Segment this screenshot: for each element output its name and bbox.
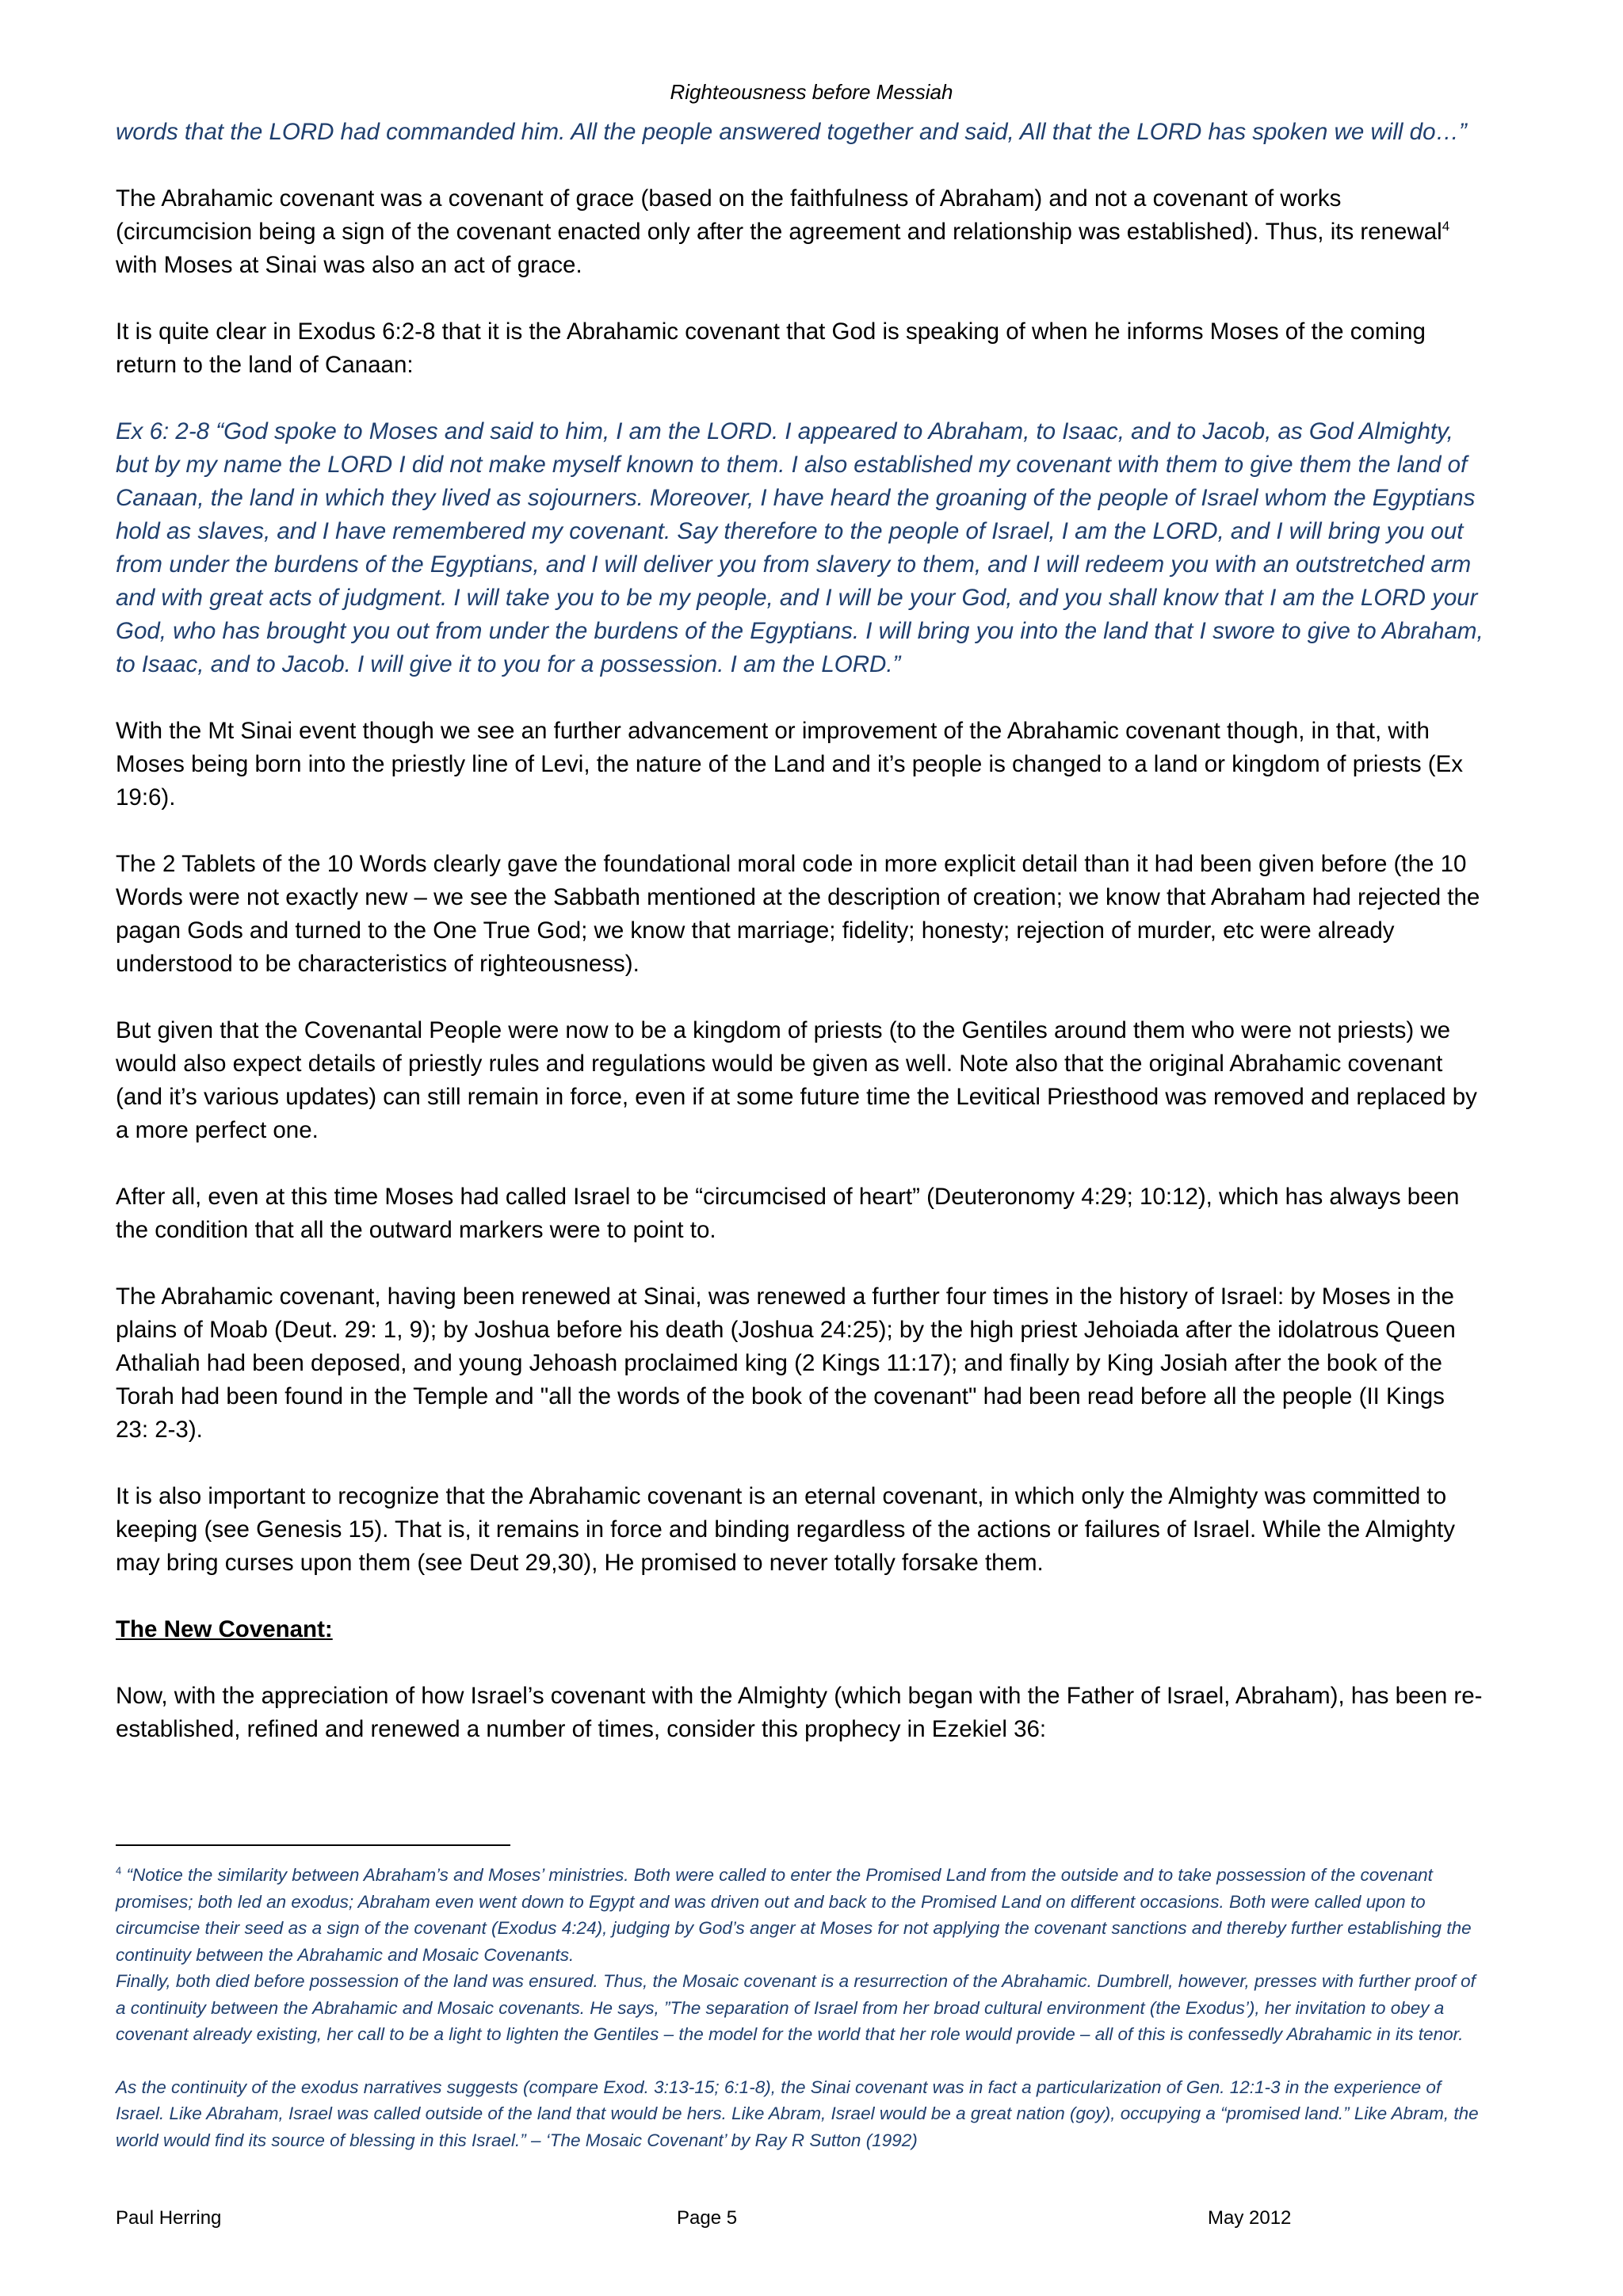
paragraph-exodus-intro: It is quite clear in Exodus 6:2-8 that it is the Abrahamic covenant that God is speaking of when he informs Moses of the coming return to the land of Canaan: xyxy=(116,318,1426,378)
quote-continuation: words that the LORD had commanded him. All the people answered together and said, All that the LORD has spoken we will do…” xyxy=(116,119,1467,145)
paragraph-ten-words: The 2 Tablets of the 10 Words clearly gave the foundational moral code in more explicit detail than it had been given before (the 10 Words were not exactly new – we see the Sabbath mentioned at the description of creation; we know that Abraham had rejected the pagan Gods and turned to the One True God; we know that marriage; fidelity; honesty; rejection of murder, etc were already understood to be characteristics of righteousness). xyxy=(116,851,1480,977)
paragraph-mt-sinai: With the Mt Sinai event though we see an further advancement or improvement of the Abrahamic covenant though, in that, with Moses being born into the priestly line of Levi, the nature of the Land and it’s people is changed to a land or kingdom of priests (Ex 19:6). xyxy=(116,718,1464,810)
footnote-4 xyxy=(116,1862,1484,1968)
paragraph-ezekiel-intro: Now, with the appreciation of how Israel’s covenant with the Almighty (which began with the Father of Israel, Abraham), has been re-established, refined and renewed a number of times, consider this prophecy in Ezekiel 36: xyxy=(116,1683,1483,1742)
paragraph-text: The Abrahamic covenant was a covenant of grace (based on the faithfulness of Abraham) and not a covenant of works (circumcision being a sign of the covenant enacted only after the agreement and relationship was established). Thus, its renewal xyxy=(116,185,1442,245)
page-header: Righteousness before Messiah xyxy=(670,80,953,104)
footnotes xyxy=(116,1862,1484,2153)
paragraph-kingdom-of-priests: But given that the Covenantal People were now to be a kingdom of priests (to the Gentiles around them who were not priests) we would also expect details of priestly rules and regulations would be given as well. Note also that the original Abrahamic covenant (and it’s various updates) can still remain in force, even if at some future time the Levitical Priesthood was removed and replaced by a more perfect one. xyxy=(116,1017,1477,1143)
footnote-separator xyxy=(116,1844,510,1846)
footnote-continuation: As the continuity of the exodus narratives suggests (compare Exod. 3:13-15; 6:1-8), the Sinai covenant was in fact a particularization of Gen. 12:1-3 in the experience of Israel. Like Abraham, Israel was called outside of the land that would be hers. Like Abram, Israel would be a great nation (goy), occupying a “promised land.” Like Abram, the world would find its source of blessing in this Israel.” – ‘The Mosaic Covenant’ by Ray R Sutton (1992) xyxy=(116,2077,1479,2150)
footer-date: May 2012 xyxy=(1208,2207,1292,2229)
footnote-text: “Notice the similarity between Abraham’s and Moses’ ministries. Both were called to enter the Promised Land from the outside and to take possession of the covenant promises; both led an exodus; Abraham even went down to Egypt and was driven out and back to the Promised Land on different occasions. Both were called upon to circumcise their seed as a sign of the covenant (Exodus 4:24), judging by God’s anger at Moses for not applying the covenant sanctions and thereby further establishing the continuity between the Abrahamic and Mosaic Covenants. xyxy=(116,1865,1472,1965)
footnote-continuation: Finally, both died before possession of the land was ensured. Thus, the Mosaic covenant is a resurrection of the Abrahamic. Dumbrell, however, presses with further proof of a continuity between the Abrahamic and Mosaic covenants. He says, ”The separation of Israel from her broad cultural environment (the Exodus’), her invitation to obey a covenant already existing, her call to be a light to lighten the Gentiles – the model for the world that her role would provide – all of this is confessedly Abrahamic in its tenor. xyxy=(116,1971,1476,2044)
footer-page-number: Page 5 xyxy=(677,2207,738,2229)
paragraph-text: with Moses at Sinai was also an act of grace. xyxy=(116,252,582,278)
paragraph-circumcised-heart: After all, even at this time Moses had called Israel to be “circumcised of heart” (Deuteronomy 4:29; 10:12), which has always been the condition that all the outward markers were to point to. xyxy=(116,1184,1460,1243)
section-heading: The New Covenant: xyxy=(116,1616,333,1642)
footer-author: Paul Herring xyxy=(116,2207,222,2229)
paragraph-abrahamic-grace xyxy=(116,182,1484,282)
paragraph-renewals: The Abrahamic covenant, having been renewed at Sinai, was renewed a further four times in the history of Israel: by Moses in the plains of Moab (Deut. 29: 1, 9); by Joshua before his death (Joshua 24:25); by the high priest Jehoiada after the idolatrous Queen Athaliah had been deposed, and young Jehoash proclaimed king (2 Kings 11:17); and finally by King Josiah after the book of the Torah had been found in the Temple and "all the words of the book of the covenant" had been read before all the people (II Kings 23: 2-3). xyxy=(116,1283,1456,1443)
paragraph-eternal-covenant: It is also important to recognize that the Abrahamic covenant is an eternal covenant, in which only the Almighty was committed to keeping (see Genesis 15). That is, it remains in force and binding regardless of the actions or failures of Israel. While the Almighty may bring curses upon them (see Deut 29,30), He promised to never totally forsake them. xyxy=(116,1483,1455,1576)
footnote-reference[interactable]: 4 xyxy=(1442,219,1450,235)
quote-exodus-6: Ex 6: 2-8 “God spoke to Moses and said to him, I am the LORD. I appeared to Abraham, to Isaac, and to Jacob, as God Almighty, but by my name the LORD I did not make myself known to them. I also established my covenant with them to give them the land of Canaan, the land in which they lived as sojourners. Moreover, I have heard the groaning of the people of Israel whom the Egyptians hold as slaves, and I have remembered my covenant. Say therefore to the people of Israel, I am the LORD, and I will bring you out from under the burdens of the Egyptians, and I will deliver you from slavery to them, and I will redeem you with an outstretched arm and with great acts of judgment. I will take you to be my people, and I will be your God, and you shall know that I am the LORD your God, who has brought you out from under the burdens of the Egyptians. I will bring you into the land that I swore to give to Abraham, to Isaac, and to Jacob. I will give it to you for a possession. I am the LORD.” xyxy=(116,418,1484,677)
document-body xyxy=(116,116,1484,1779)
footnote-number: 4 xyxy=(116,1864,122,1877)
